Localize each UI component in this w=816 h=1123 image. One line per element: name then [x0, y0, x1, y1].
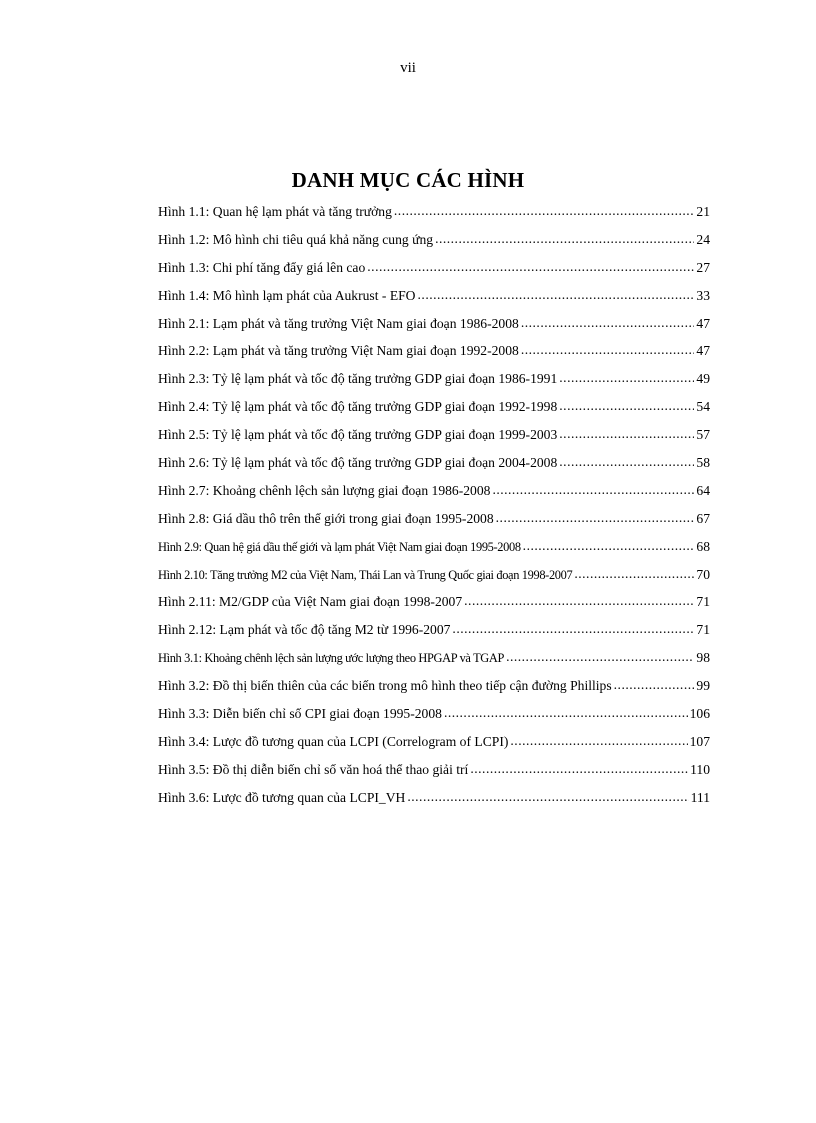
entry-text: Hình 3.5: Đồ thị diễn biến chỉ số văn hoá thể thao giải trí — [158, 761, 469, 777]
dot-leader — [464, 593, 694, 609]
toc-entry[interactable] — [158, 706, 710, 734]
entry-page-number: 54 — [696, 399, 710, 415]
dot-leader — [523, 538, 695, 554]
figure-list — [158, 204, 710, 818]
toc-entry[interactable] — [158, 650, 710, 678]
toc-entry[interactable] — [158, 594, 710, 622]
entry-text: Hình 2.6: Tỷ lệ lạm phát và tốc độ tăng trưởng GDP giai đoạn 2004-2008 — [158, 455, 558, 471]
entry-page-number: 70 — [696, 566, 710, 582]
toc-entry[interactable] — [158, 455, 710, 483]
dot-leader — [407, 789, 688, 805]
toc-entry[interactable] — [158, 483, 710, 511]
toc-entry[interactable] — [158, 316, 710, 344]
dot-leader — [435, 231, 694, 247]
entry-page-number: 21 — [696, 204, 710, 219]
toc-entry[interactable] — [158, 734, 710, 762]
dot-leader — [492, 482, 694, 498]
toc-entry[interactable] — [158, 511, 710, 539]
toc-entry[interactable] — [158, 762, 710, 790]
entry-text: Hình 3.4: Lược đồ tương quan của LCPI (Correlogram of LCPI) — [158, 733, 509, 749]
dot-leader — [510, 733, 687, 749]
entry-text: Hình 1.2: Mô hình chi tiêu quá khả năng cung ứng — [158, 231, 434, 247]
toc-entry[interactable] — [158, 622, 710, 650]
dot-leader — [452, 621, 694, 637]
entry-text: Hình 2.3: Tỷ lệ lạm phát và tốc độ tăng trưởng GDP giai đoạn 1986-1991 — [158, 371, 558, 387]
toc-entry[interactable] — [158, 343, 710, 371]
toc-entry[interactable] — [158, 204, 710, 232]
dot-leader — [394, 203, 695, 219]
entry-page-number: 99 — [696, 678, 710, 694]
entry-text: Hình 2.8: Giá dầu thô trên thế giới trong giai đoạn 1995-2008 — [158, 510, 494, 526]
entry-text: Hình 2.9: Quan hệ giá dầu thế giới và lạm phát Việt Nam giai đoạn 1995-2008 — [158, 539, 521, 554]
dot-leader — [470, 761, 688, 777]
dot-leader — [418, 287, 695, 303]
entry-page-number: 58 — [696, 455, 710, 471]
dot-leader — [444, 705, 688, 721]
toc-entry[interactable] — [158, 539, 710, 567]
entry-page-number: 47 — [696, 343, 710, 359]
entry-page-number: 57 — [696, 427, 710, 443]
entry-page-number: 98 — [696, 650, 710, 666]
dot-leader — [614, 677, 695, 693]
entry-text: Hình 3.2: Đồ thị biến thiên của các biến trong mô hình theo tiếp cận đường Phillips — [158, 678, 612, 694]
toc-entry[interactable] — [158, 232, 710, 260]
entry-page-number: 67 — [696, 510, 710, 526]
dot-leader — [521, 315, 695, 331]
page-title: DANH MỤC CÁC HÌNH — [291, 168, 525, 192]
entry-page-number: 111 — [690, 789, 710, 805]
toc-entry[interactable] — [158, 567, 710, 595]
entry-page-number: 71 — [696, 622, 710, 638]
entry-page-number: 27 — [696, 259, 710, 275]
entry-text: Hình 1.4: Mô hình lạm phát của Aukrust - EFO — [158, 287, 416, 303]
entry-page-number: 33 — [696, 287, 710, 303]
entry-page-number: 47 — [696, 315, 710, 331]
dot-leader — [559, 426, 694, 442]
dot-leader — [574, 566, 694, 582]
entry-page-number: 24 — [696, 231, 710, 247]
dot-leader — [559, 398, 694, 414]
dot-leader — [521, 342, 695, 358]
entry-text: Hình 2.2: Lạm phát và tăng trưởng Việt Nam giai đoạn 1992-2008 — [158, 343, 519, 359]
entry-text: Hình 2.12: Lạm phát và tốc độ tăng M2 từ 1996-2007 — [158, 622, 451, 638]
entry-page-number: 71 — [696, 594, 710, 610]
entry-text: Hình 2.5: Tỷ lệ lạm phát và tốc độ tăng trưởng GDP giai đoạn 1999-2003 — [158, 427, 558, 443]
entry-text: Hình 3.3: Diễn biến chỉ số CPI giai đoạn 1995-2008 — [158, 706, 442, 722]
toc-entry[interactable] — [158, 371, 710, 399]
entry-page-number: 49 — [696, 371, 710, 387]
entry-page-number: 110 — [690, 761, 710, 777]
dot-leader — [506, 649, 694, 665]
dot-leader — [559, 454, 694, 470]
toc-entry[interactable] — [158, 678, 710, 706]
dot-leader — [496, 510, 695, 526]
entry-text: Hình 3.6: Lược đồ tương quan của LCPI_VH — [158, 789, 406, 805]
toc-entry[interactable] — [158, 790, 710, 818]
dot-leader — [367, 259, 694, 275]
dot-leader — [559, 370, 694, 386]
entry-page-number: 68 — [696, 538, 710, 554]
entry-text: Hình 3.1: Khoảng chênh lệch sản lượng ước lượng theo HPGAP và TGAP — [158, 651, 505, 666]
entry-text: Hình 2.11: M2/GDP của Việt Nam giai đoạn 1998-2007 — [158, 594, 463, 610]
toc-entry[interactable] — [158, 260, 710, 288]
entry-text: Hình 2.1: Lạm phát và tăng trưởng Việt Nam giai đoạn 1986-2008 — [158, 315, 519, 331]
entry-text: Hình 1.3: Chi phí tăng đẩy giá lên cao — [158, 259, 366, 275]
entry-page-number: 106 — [689, 706, 710, 722]
toc-entry[interactable] — [158, 288, 710, 316]
entry-text: Hình 2.10: Tăng trưởng M2 của Việt Nam, Thái Lan và Trung Quốc giai đoạn 1998-2007 — [158, 567, 573, 582]
entry-text: Hình 2.4: Tỷ lệ lạm phát và tốc độ tăng trưởng GDP giai đoạn 1992-1998 — [158, 399, 558, 415]
entry-text: Hình 1.1: Quan hệ lạm phát và tăng trưởng — [158, 204, 392, 219]
entry-page-number: 107 — [689, 733, 710, 749]
page-number: vii — [400, 60, 416, 76]
toc-entry[interactable] — [158, 427, 710, 455]
entry-text: Hình 2.7: Khoảng chênh lệch sản lượng giai đoạn 1986-2008 — [158, 482, 491, 498]
entry-page-number: 64 — [696, 482, 710, 498]
toc-entry[interactable] — [158, 399, 710, 427]
